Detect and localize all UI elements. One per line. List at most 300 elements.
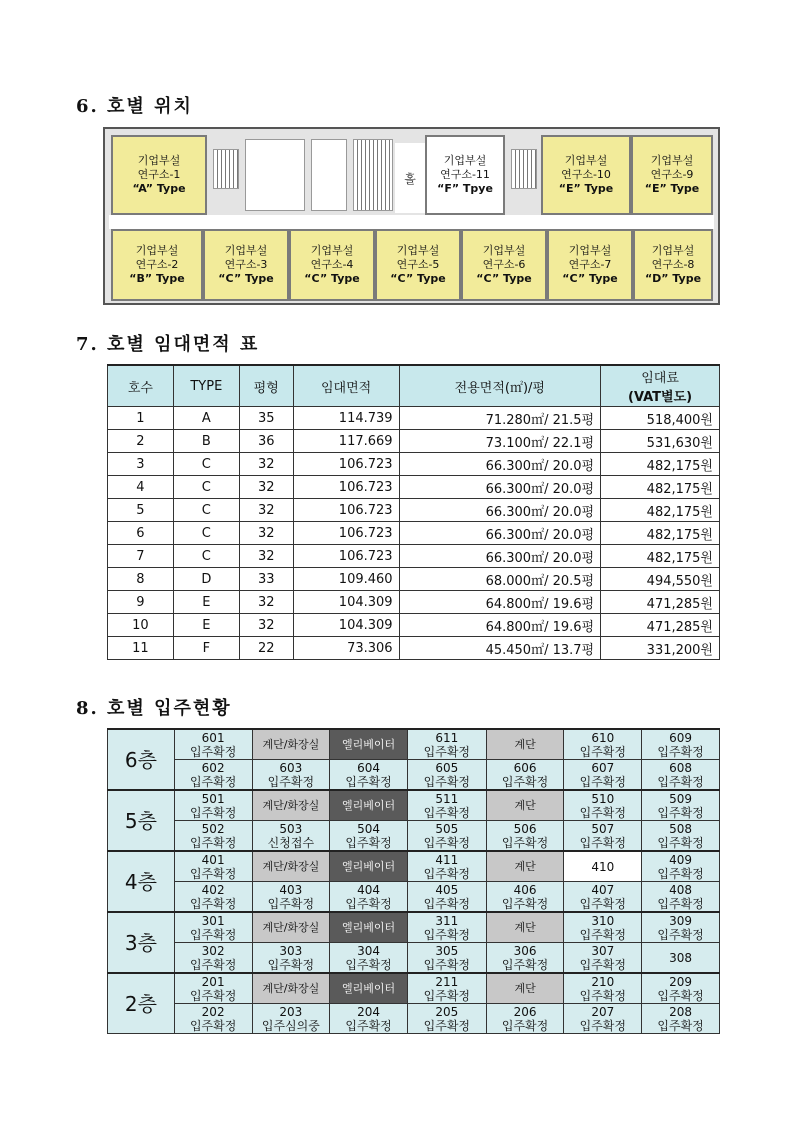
cell-size: 32 bbox=[239, 522, 293, 545]
room-3 bbox=[203, 229, 289, 301]
unit-number: 202 bbox=[201, 1004, 225, 1019]
unit-number: 603 bbox=[279, 760, 303, 775]
unit-number: 302 bbox=[201, 943, 225, 958]
room-name: 기업부설 bbox=[137, 154, 181, 167]
unit-number: 409 bbox=[669, 852, 693, 867]
unit-status: 입주확정 bbox=[501, 1018, 549, 1033]
unit-cell bbox=[642, 790, 720, 821]
cell-size: 32 bbox=[239, 591, 293, 614]
cell-lease-area: 106.723 bbox=[293, 453, 399, 476]
unit-number: 306 bbox=[513, 943, 537, 958]
unit-cell bbox=[642, 973, 720, 1004]
unit-cell bbox=[486, 821, 564, 852]
unit-status: 입주확정 bbox=[501, 774, 549, 789]
cell-rent: 471,285원 bbox=[601, 591, 720, 614]
room-type: “E” Type bbox=[644, 182, 700, 195]
cell-lease-area: 106.723 bbox=[293, 476, 399, 499]
cell-room-no: 4 bbox=[108, 476, 174, 499]
unit-number: 305 bbox=[435, 943, 459, 958]
room-4 bbox=[289, 229, 375, 301]
unit-number: 405 bbox=[435, 882, 459, 897]
floor-row bbox=[108, 790, 720, 821]
unit-number: 511 bbox=[435, 791, 459, 806]
room-type: “B” Type bbox=[129, 272, 185, 285]
unit-number: 205 bbox=[435, 1004, 459, 1019]
cell-rent: 331,200원 bbox=[601, 637, 720, 660]
header-rent-label: 임대료 bbox=[641, 371, 679, 386]
unit-status: 입주확정 bbox=[423, 988, 471, 1003]
unit-cell bbox=[407, 1004, 486, 1034]
unit-status: 입주확정 bbox=[189, 835, 237, 850]
unit-number: 611 bbox=[435, 730, 459, 745]
unit-status: 입주확정 bbox=[579, 927, 626, 942]
cell-room-no: 7 bbox=[108, 545, 174, 568]
unit-status: 입주확정 bbox=[267, 774, 315, 789]
unit-status: 입주확정 bbox=[579, 896, 626, 911]
table-row bbox=[108, 499, 720, 522]
cell-type: D bbox=[173, 568, 239, 591]
unit-cell bbox=[642, 760, 720, 791]
unit-status: 입주확정 bbox=[657, 805, 704, 820]
unit-status: 입주확정 bbox=[189, 896, 237, 911]
cell-room-no: 6 bbox=[108, 522, 174, 545]
cell-room-no: 8 bbox=[108, 568, 174, 591]
cell-type: C bbox=[173, 545, 239, 568]
unit-number: 507 bbox=[591, 821, 615, 836]
room-name2: 연구소-1 bbox=[137, 168, 181, 181]
cell-lease-area: 106.723 bbox=[293, 522, 399, 545]
unit-status: 입주확정 bbox=[501, 896, 549, 911]
section-7-title: 7. 호별 임대면적 표 bbox=[76, 334, 260, 355]
unit-cell bbox=[407, 821, 486, 852]
floor-label: 2층 bbox=[108, 973, 175, 1034]
unit-cell bbox=[642, 851, 720, 882]
room-name2: 연구소-2 bbox=[135, 258, 179, 271]
cell-size: 36 bbox=[239, 430, 293, 453]
unit-cell bbox=[174, 790, 252, 821]
unit-cell bbox=[174, 851, 252, 882]
cell-exclusive-area: 68.000㎡/ 20.5평 bbox=[399, 568, 601, 591]
unit-number: 208 bbox=[669, 1004, 693, 1019]
cell-exclusive-area: 66.300㎡/ 20.0평 bbox=[399, 522, 601, 545]
header-size: 평형 bbox=[239, 365, 293, 407]
unit-cell bbox=[486, 760, 564, 791]
unit-number: 510 bbox=[591, 791, 615, 806]
unit-status: 입주확정 bbox=[423, 927, 471, 942]
table-row bbox=[108, 568, 720, 591]
unit-status: 입주확정 bbox=[345, 1018, 392, 1033]
stairs-restroom-cell: 계단/화장실 bbox=[252, 729, 330, 760]
table-row bbox=[108, 545, 720, 568]
unit-cell bbox=[252, 1004, 330, 1034]
cell-rent: 471,285원 bbox=[601, 614, 720, 637]
cell-size: 22 bbox=[239, 637, 293, 660]
section-8-title: 8. 호별 입주현황 bbox=[76, 698, 232, 719]
unit-number: 206 bbox=[513, 1004, 537, 1019]
unit-number: 407 bbox=[591, 882, 615, 897]
unit-number: 606 bbox=[513, 760, 537, 775]
unit-cell bbox=[407, 912, 486, 943]
unit-number: 601 bbox=[201, 730, 225, 745]
area-table-header bbox=[108, 365, 720, 407]
cell-lease-area: 73.306 bbox=[293, 637, 399, 660]
floor-row bbox=[108, 943, 720, 974]
unit-cell bbox=[174, 760, 252, 791]
unit-cell bbox=[564, 790, 642, 821]
elevator-cell: 엘리베이터 bbox=[330, 973, 408, 1004]
cell-lease-area: 106.723 bbox=[293, 545, 399, 568]
stairs-cell: 계단 bbox=[486, 851, 564, 882]
room-name: 기업부설 bbox=[568, 244, 612, 257]
floor-label: 6층 bbox=[108, 729, 175, 790]
unit-cell bbox=[642, 882, 720, 913]
unit-cell bbox=[564, 760, 642, 791]
unit-cell bbox=[564, 729, 642, 760]
unit-cell bbox=[407, 729, 486, 760]
unit-number: 211 bbox=[435, 974, 459, 989]
stairs-cell: 계단 bbox=[486, 912, 564, 943]
unit-cell bbox=[330, 882, 408, 913]
cell-type: F bbox=[173, 637, 239, 660]
room-type: “C” Type bbox=[390, 272, 446, 285]
cell-lease-area: 104.309 bbox=[293, 591, 399, 614]
stairs-cell: 계단 bbox=[486, 790, 564, 821]
unit-status: 입주확정 bbox=[423, 805, 471, 820]
unit-number: 604 bbox=[357, 760, 381, 775]
unit-cell bbox=[486, 1004, 564, 1034]
elevator-cell: 엘리베이터 bbox=[330, 790, 408, 821]
unit-number: 610 bbox=[591, 730, 615, 745]
unit-number: 506 bbox=[513, 821, 537, 836]
room-name2: 연구소-3 bbox=[224, 258, 268, 271]
room-type: “C” Type bbox=[304, 272, 360, 285]
unit-status: 입주확정 bbox=[423, 774, 471, 789]
table-row bbox=[108, 453, 720, 476]
unit-status: 입주확정 bbox=[345, 774, 392, 789]
room-name2: 연구소-11 bbox=[440, 168, 490, 181]
room-name2: 연구소-9 bbox=[650, 168, 694, 181]
room-6 bbox=[461, 229, 547, 301]
unit-cell bbox=[564, 882, 642, 913]
cell-rent: 482,175원 bbox=[601, 499, 720, 522]
unit-status: 입주확정 bbox=[345, 896, 392, 911]
unit-cell bbox=[174, 729, 252, 760]
unit-number: 509 bbox=[669, 791, 693, 806]
unit-status: 입주확정 bbox=[189, 988, 237, 1003]
unit-status: 입주심의중 bbox=[261, 1018, 320, 1033]
hall-label: 홀 bbox=[395, 143, 425, 213]
room-name2: 연구소-6 bbox=[482, 258, 526, 271]
room-name: 기업부설 bbox=[396, 244, 440, 257]
unit-number: 304 bbox=[357, 943, 381, 958]
unit-cell bbox=[642, 729, 720, 760]
room-2 bbox=[111, 229, 203, 301]
unit-number: 609 bbox=[669, 730, 693, 745]
cell-lease-area: 109.460 bbox=[293, 568, 399, 591]
cell-exclusive-area: 71.280㎡/ 21.5평 bbox=[399, 407, 601, 430]
unit-number: 501 bbox=[201, 791, 225, 806]
unit-cell bbox=[642, 943, 720, 974]
unit-cell bbox=[252, 943, 330, 974]
cell-type: A bbox=[173, 407, 239, 430]
occupancy-table bbox=[107, 728, 720, 1034]
floor-row bbox=[108, 821, 720, 852]
unit-number: 402 bbox=[201, 882, 225, 897]
cell-room-no: 3 bbox=[108, 453, 174, 476]
cell-lease-area: 117.669 bbox=[293, 430, 399, 453]
room-name: 기업부설 bbox=[651, 244, 695, 257]
room-name: 기업부설 bbox=[310, 244, 354, 257]
unit-number: 502 bbox=[201, 821, 225, 836]
cell-room-no: 11 bbox=[108, 637, 174, 660]
unit-status: 입주확정 bbox=[579, 988, 626, 1003]
unit-status: 입주확정 bbox=[267, 896, 315, 911]
cell-size: 32 bbox=[239, 476, 293, 499]
unit-number: 410 bbox=[591, 859, 615, 874]
unit-cell bbox=[330, 760, 408, 791]
room-type: “A” Type bbox=[132, 182, 186, 195]
cell-rent: 531,630원 bbox=[601, 430, 720, 453]
cell-room-no: 10 bbox=[108, 614, 174, 637]
unit-status: 입주확정 bbox=[579, 835, 626, 850]
unit-cell bbox=[564, 821, 642, 852]
floor-label: 5층 bbox=[108, 790, 175, 851]
unit-cell bbox=[330, 1004, 408, 1034]
cell-room-no: 1 bbox=[108, 407, 174, 430]
room-1 bbox=[111, 135, 207, 215]
elevator-cell: 엘리베이터 bbox=[330, 729, 408, 760]
cell-rent: 518,400원 bbox=[601, 407, 720, 430]
unit-number: 608 bbox=[669, 760, 693, 775]
unit-cell bbox=[174, 821, 252, 852]
cell-size: 35 bbox=[239, 407, 293, 430]
room-11 bbox=[425, 135, 505, 215]
stair-core-2 bbox=[353, 139, 393, 211]
floor-row bbox=[108, 760, 720, 791]
stair-core bbox=[213, 149, 239, 189]
cell-exclusive-area: 73.100㎡/ 22.1평 bbox=[399, 430, 601, 453]
unit-number: 207 bbox=[591, 1004, 615, 1019]
cell-type: B bbox=[173, 430, 239, 453]
unit-status: 입주확정 bbox=[579, 805, 626, 820]
floor-row bbox=[108, 912, 720, 943]
cell-type: C bbox=[173, 499, 239, 522]
floor-row bbox=[108, 1004, 720, 1034]
unit-status: 입주확정 bbox=[423, 896, 471, 911]
cell-room-no: 5 bbox=[108, 499, 174, 522]
unit-number: 301 bbox=[201, 913, 225, 928]
unit-status: 입주확정 bbox=[657, 988, 704, 1003]
room-name: 기업부설 bbox=[443, 154, 487, 167]
room-8 bbox=[633, 229, 713, 301]
room-9 bbox=[631, 135, 713, 215]
cell-rent: 482,175원 bbox=[601, 522, 720, 545]
unit-status: 입주확정 bbox=[189, 1018, 237, 1033]
unit-status: 입주확정 bbox=[189, 927, 237, 942]
header-rent bbox=[601, 365, 720, 407]
unit-status: 입주확정 bbox=[579, 1018, 626, 1033]
unit-status: 입주확정 bbox=[657, 1018, 704, 1033]
room-name2: 연구소-7 bbox=[568, 258, 612, 271]
cell-exclusive-area: 66.300㎡/ 20.0평 bbox=[399, 545, 601, 568]
unit-cell bbox=[486, 882, 564, 913]
unit-status: 입주확정 bbox=[189, 805, 237, 820]
unit-cell bbox=[564, 973, 642, 1004]
unit-number: 505 bbox=[435, 821, 459, 836]
cell-type: C bbox=[173, 476, 239, 499]
floor-row bbox=[108, 882, 720, 913]
unit-cell bbox=[330, 943, 408, 974]
cell-type: C bbox=[173, 522, 239, 545]
elevator-core bbox=[311, 139, 347, 211]
corridor bbox=[109, 215, 714, 229]
table-row bbox=[108, 430, 720, 453]
stairs-restroom-cell: 계단/화장실 bbox=[252, 790, 330, 821]
unit-status: 입주확정 bbox=[657, 896, 704, 911]
unit-cell bbox=[642, 1004, 720, 1034]
room-type: “F” Tpye bbox=[437, 182, 493, 195]
room-name: 기업부설 bbox=[224, 244, 268, 257]
table-row bbox=[108, 591, 720, 614]
unit-number: 403 bbox=[279, 882, 303, 897]
unit-number: 203 bbox=[279, 1004, 303, 1019]
unit-status: 입주확정 bbox=[657, 774, 704, 789]
restroom-core bbox=[245, 139, 305, 211]
room-5 bbox=[375, 229, 461, 301]
unit-status: 입주확정 bbox=[267, 957, 315, 972]
room-type: “E” Type bbox=[558, 182, 614, 195]
room-name: 기업부설 bbox=[135, 244, 179, 257]
section-6-title: 6. 호별 위치 bbox=[76, 96, 193, 117]
unit-cell bbox=[564, 912, 642, 943]
unit-cell bbox=[174, 973, 252, 1004]
table-row bbox=[108, 476, 720, 499]
unit-number: 607 bbox=[591, 760, 615, 775]
room-type: “C” Type bbox=[476, 272, 532, 285]
unit-cell bbox=[564, 943, 642, 974]
table-row bbox=[108, 522, 720, 545]
table-row bbox=[108, 637, 720, 660]
unit-cell bbox=[252, 882, 330, 913]
unit-status: 입주확정 bbox=[345, 957, 392, 972]
elevator-cell: 엘리베이터 bbox=[330, 851, 408, 882]
cell-size: 32 bbox=[239, 545, 293, 568]
unit-number: 404 bbox=[357, 882, 381, 897]
unit-status: 입주확정 bbox=[579, 774, 626, 789]
unit-status: 입주확정 bbox=[657, 744, 704, 759]
cell-rent: 482,175원 bbox=[601, 545, 720, 568]
unit-cell bbox=[407, 760, 486, 791]
unit-status: 입주확정 bbox=[579, 957, 626, 972]
header-rent-vat: (VAT별도) bbox=[628, 390, 693, 405]
floor-plan bbox=[103, 127, 720, 305]
unit-cell bbox=[174, 912, 252, 943]
floor-label: 4층 bbox=[108, 851, 175, 912]
unit-status: 입주확정 bbox=[189, 744, 237, 759]
unit-cell bbox=[174, 1004, 252, 1034]
unit-cell bbox=[564, 1004, 642, 1034]
unit-number: 508 bbox=[669, 821, 693, 836]
unit-cell bbox=[564, 851, 642, 882]
room-name: 기업부설 bbox=[650, 154, 694, 167]
unit-status: 입주확정 bbox=[189, 866, 237, 881]
floor-row bbox=[108, 973, 720, 1004]
cell-type: C bbox=[173, 453, 239, 476]
unit-status: 신청접수 bbox=[267, 835, 315, 850]
cell-lease-area: 114.739 bbox=[293, 407, 399, 430]
unit-cell bbox=[407, 882, 486, 913]
room-name2: 연구소-4 bbox=[310, 258, 354, 271]
stairs-restroom-cell: 계단/화장실 bbox=[252, 912, 330, 943]
unit-status: 입주확정 bbox=[657, 866, 704, 881]
cell-exclusive-area: 64.800㎡/ 19.6평 bbox=[399, 591, 601, 614]
cell-lease-area: 104.309 bbox=[293, 614, 399, 637]
room-name2: 연구소-5 bbox=[396, 258, 440, 271]
unit-status: 입주확정 bbox=[345, 835, 392, 850]
unit-number: 602 bbox=[201, 760, 225, 775]
unit-cell bbox=[407, 973, 486, 1004]
header-exclusive-area: 전용면적(㎡)/평 bbox=[399, 365, 601, 407]
cell-type: E bbox=[173, 591, 239, 614]
unit-status: 입주확정 bbox=[423, 1018, 471, 1033]
cell-size: 32 bbox=[239, 614, 293, 637]
unit-status: 입주확정 bbox=[189, 774, 237, 789]
floor-label: 3층 bbox=[108, 912, 175, 973]
cell-exclusive-area: 66.300㎡/ 20.0평 bbox=[399, 499, 601, 522]
unit-cell bbox=[252, 821, 330, 852]
unit-number: 201 bbox=[201, 974, 225, 989]
stairs-cell: 계단 bbox=[486, 729, 564, 760]
room-name2: 연구소-10 bbox=[561, 168, 611, 181]
unit-cell bbox=[252, 760, 330, 791]
unit-number: 307 bbox=[591, 943, 615, 958]
unit-cell bbox=[407, 851, 486, 882]
unit-number: 411 bbox=[435, 852, 459, 867]
unit-status: 입주확정 bbox=[189, 957, 237, 972]
unit-cell bbox=[174, 882, 252, 913]
cell-rent: 494,550원 bbox=[601, 568, 720, 591]
unit-number: 308 bbox=[669, 950, 693, 965]
unit-number: 309 bbox=[669, 913, 693, 928]
cell-exclusive-area: 45.450㎡/ 13.7평 bbox=[399, 637, 601, 660]
unit-status: 입주확정 bbox=[501, 835, 549, 850]
room-type: “C” Type bbox=[218, 272, 274, 285]
cell-size: 32 bbox=[239, 453, 293, 476]
unit-cell bbox=[642, 912, 720, 943]
unit-number: 204 bbox=[357, 1004, 381, 1019]
header-lease-area: 임대면적 bbox=[293, 365, 399, 407]
header-room-no: 호수 bbox=[108, 365, 174, 407]
unit-number: 210 bbox=[591, 974, 615, 989]
cell-room-no: 9 bbox=[108, 591, 174, 614]
cell-rent: 482,175원 bbox=[601, 453, 720, 476]
stairs-restroom-cell: 계단/화장실 bbox=[252, 973, 330, 1004]
unit-number: 303 bbox=[279, 943, 303, 958]
stairs-cell: 계단 bbox=[486, 973, 564, 1004]
room-name2: 연구소-8 bbox=[651, 258, 695, 271]
room-name: 기업부설 bbox=[564, 154, 608, 167]
table-row bbox=[108, 407, 720, 430]
elevator-cell: 엘리베이터 bbox=[330, 912, 408, 943]
unit-cell bbox=[407, 790, 486, 821]
unit-number: 311 bbox=[435, 913, 459, 928]
cell-type: E bbox=[173, 614, 239, 637]
unit-status: 입주확정 bbox=[423, 957, 471, 972]
unit-cell bbox=[407, 943, 486, 974]
unit-status: 입주확정 bbox=[501, 957, 549, 972]
stair-core-3 bbox=[511, 149, 537, 189]
room-10 bbox=[541, 135, 631, 215]
